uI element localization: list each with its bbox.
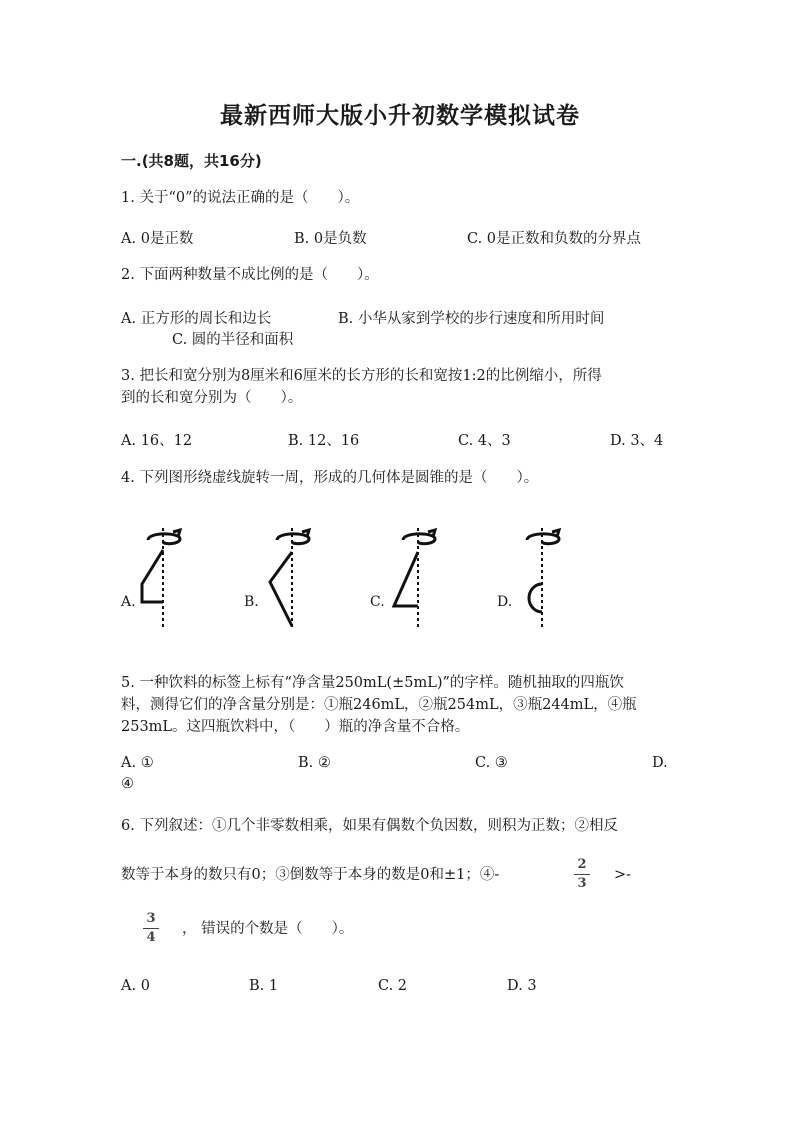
fraction-two-thirds — [574, 857, 590, 892]
question-5-option-c[interactable]: C. ③ — [475, 755, 508, 771]
question-2-option-b[interactable]: B. 小华从家到学校的步行速度和所用时间 — [338, 311, 605, 327]
question-5-stem-line2: 料，测得它们的净含量分别是：①瓶246mL，②瓶254mL，③瓶244mL，④瓶 — [121, 697, 637, 713]
question-3-option-a[interactable]: A. 16、12 — [121, 433, 193, 449]
question-3-option-b[interactable]: B. 12、16 — [288, 433, 360, 449]
question-6-option-a[interactable]: A. 0 — [121, 978, 150, 994]
figure-c-label[interactable]: C. — [370, 594, 385, 610]
figure-d-diagram — [514, 522, 564, 632]
question-2-option-c[interactable]: C. 圆的半径和面积 — [172, 332, 294, 348]
fraction-1-numerator: 2 — [577, 857, 587, 872]
question-6-stem-line3: ， 错误的个数是（ ）。 — [182, 921, 354, 937]
figure-d-label[interactable]: D. — [497, 594, 513, 610]
question-6-option-c[interactable]: C. 2 — [378, 978, 408, 994]
fraction-2-denominator: 4 — [146, 930, 156, 945]
question-6-option-d[interactable]: D. 3 — [507, 978, 537, 994]
figure-b-label[interactable]: B. — [244, 594, 259, 610]
question-2-option-a[interactable]: A. 正方形的周长和边长 — [121, 311, 272, 327]
section-heading: 一.(共8题，共16分) — [121, 152, 262, 170]
question-1-option-b[interactable]: B. 0是负数 — [294, 231, 367, 247]
question-6-option-b[interactable]: B. 1 — [249, 978, 279, 994]
fraction-1-bar — [574, 874, 590, 875]
question-5-option-b[interactable]: B. ② — [298, 755, 331, 771]
fraction-2-bar — [143, 928, 159, 929]
fraction-2-numerator: 3 — [146, 911, 156, 926]
question-4-stem: 4. 下列图形绕虚线旋转一周，形成的几何体是圆锥的是（ ）。 — [121, 470, 539, 486]
question-5-option-d[interactable]: D. — [652, 755, 668, 771]
figure-b-diagram — [264, 522, 314, 632]
question-1-option-c[interactable]: C. 0是正数和负数的分界点 — [467, 231, 642, 247]
question-1-option-a[interactable]: A. 0是正数 — [121, 231, 194, 247]
question-3-stem-line1: 3. 把长和宽分别为8厘米和6厘米的长方形的长和宽按1:2的比例缩小，所得 — [121, 368, 602, 384]
fraction-three-quarters — [143, 911, 159, 946]
question-3-stem-line2: 到的长和宽分别为（ ）。 — [121, 390, 303, 406]
question-5-option-d-value[interactable]: ④ — [121, 776, 134, 792]
question-1-stem: 1. 关于“0”的说法正确的是（ ）。 — [121, 190, 360, 206]
question-5-stem-line1: 5. 一种饮料的标签上标有“净含量250mL(±5mL)”的字样。随机抽取的四瓶饮 — [121, 675, 624, 691]
question-5-option-a[interactable]: A. ① — [121, 755, 154, 771]
question-6-comparison: >- — [614, 867, 632, 883]
figure-c-diagram — [390, 522, 440, 632]
question-3-option-d[interactable]: D. 3、4 — [610, 433, 664, 449]
question-6-stem-line2: 数等于本身的数只有0；③倒数等于本身的数是0和±1；④- — [121, 867, 500, 883]
question-2-stem: 2. 下面两种数量不成比例的是（ ）。 — [121, 267, 379, 283]
fraction-1-denominator: 3 — [577, 876, 587, 891]
question-5-stem-line3: 253mL。这四瓶饮料中，（ ）瓶的净含量不合格。 — [121, 719, 470, 735]
page-title: 最新西师大版小升初数学模拟试卷 — [220, 103, 580, 129]
figure-a-diagram — [135, 522, 185, 632]
question-3-option-c[interactable]: C. 4、3 — [458, 433, 511, 449]
question-6-stem-line1: 6. 下列叙述：①几个非零数相乘，如果有偶数个负因数，则积为正数；②相反 — [121, 818, 618, 834]
figure-a-label[interactable]: A. — [121, 594, 136, 610]
